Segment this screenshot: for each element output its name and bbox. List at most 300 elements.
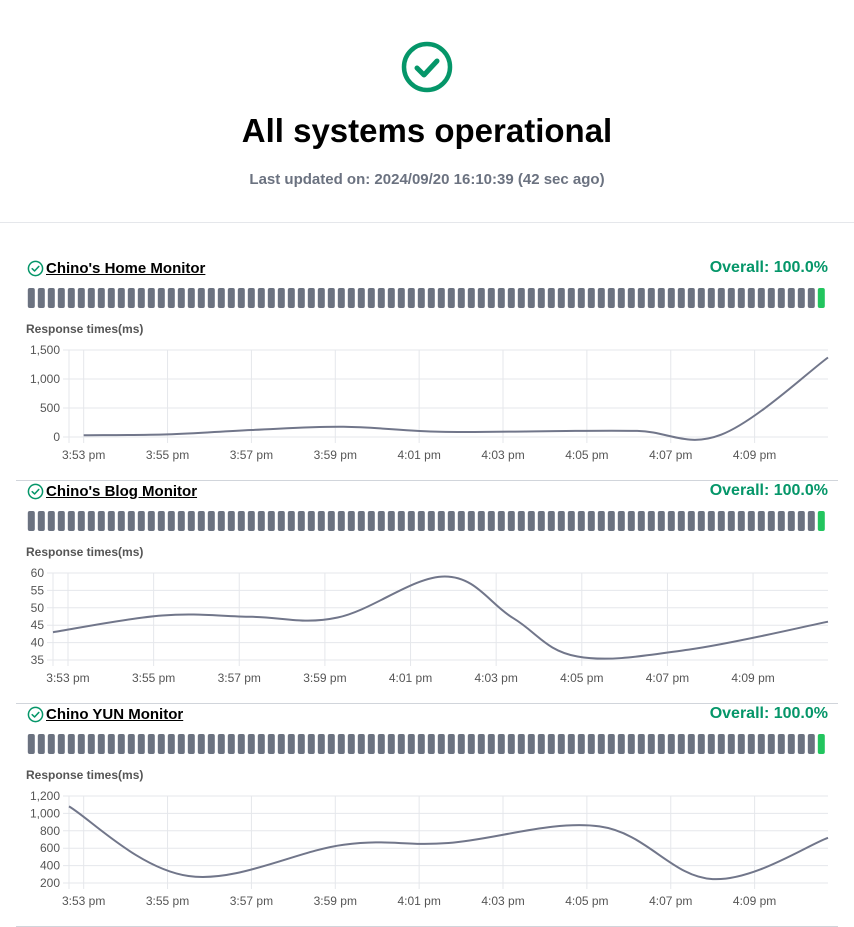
response-time-chart bbox=[16, 783, 838, 914]
status-bar bbox=[638, 511, 645, 531]
status-bar bbox=[318, 511, 325, 531]
status-bar bbox=[178, 734, 185, 754]
status-bar bbox=[628, 288, 635, 308]
y-tick-label: 60 bbox=[30, 566, 44, 580]
status-bar bbox=[188, 511, 195, 531]
status-bar bbox=[438, 734, 445, 754]
status-bar bbox=[58, 511, 65, 531]
status-bar bbox=[638, 288, 645, 308]
x-tick-label: 3:53 pm bbox=[61, 894, 106, 908]
status-bar bbox=[218, 511, 225, 531]
status-bar bbox=[528, 288, 535, 308]
status-bar bbox=[588, 734, 595, 754]
status-check-icon bbox=[401, 41, 453, 93]
monitor-link[interactable]: Chino's Blog Monitor bbox=[46, 482, 198, 500]
monitor-card bbox=[16, 703, 838, 927]
x-tick-label: 4:09 pm bbox=[732, 448, 777, 462]
status-bar bbox=[478, 734, 485, 754]
status-bar bbox=[498, 734, 505, 754]
status-bar bbox=[798, 511, 805, 531]
status-bar bbox=[548, 511, 555, 531]
status-bar bbox=[68, 734, 75, 754]
status-bar bbox=[668, 288, 675, 308]
x-tick-label: 4:09 pm bbox=[732, 894, 777, 908]
status-bar bbox=[278, 288, 285, 308]
status-bar bbox=[548, 734, 555, 754]
status-bar bbox=[568, 288, 575, 308]
status-bar bbox=[578, 511, 585, 531]
x-tick-label: 3:59 pm bbox=[303, 671, 347, 685]
status-bar bbox=[48, 288, 55, 308]
status-bar bbox=[98, 288, 105, 308]
status-bar bbox=[78, 734, 85, 754]
status-bar bbox=[718, 734, 725, 754]
status-bar bbox=[28, 288, 35, 308]
status-bar bbox=[678, 288, 685, 308]
x-tick-label: 3:57 pm bbox=[217, 671, 261, 685]
x-tick-label: 3:55 pm bbox=[145, 894, 190, 908]
status-bar bbox=[178, 288, 185, 308]
x-tick-label: 4:09 pm bbox=[731, 671, 775, 685]
status-bar bbox=[768, 288, 775, 308]
status-bar bbox=[658, 511, 665, 531]
status-bar bbox=[388, 734, 395, 754]
status-bar bbox=[88, 734, 95, 754]
y-tick-label: 55 bbox=[30, 583, 44, 598]
status-bar bbox=[358, 511, 365, 531]
status-bar bbox=[228, 511, 235, 531]
status-bar bbox=[648, 511, 655, 531]
status-bar bbox=[348, 734, 355, 754]
status-bar bbox=[368, 734, 375, 754]
status-bar bbox=[248, 511, 255, 531]
x-tick-label: 4:01 pm bbox=[397, 894, 441, 908]
status-bar bbox=[528, 734, 535, 754]
x-tick-label: 4:03 pm bbox=[481, 448, 525, 462]
status-bar bbox=[488, 288, 495, 308]
y-tick-label: 45 bbox=[30, 618, 44, 633]
status-bar bbox=[668, 734, 675, 754]
last-updated: Last updated on: 2024/09/20 16:10:39 (42 sec ago) bbox=[249, 171, 605, 188]
status-bar bbox=[488, 734, 495, 754]
monitor-title bbox=[27, 257, 205, 279]
status-bar bbox=[558, 511, 565, 531]
status-bar bbox=[38, 511, 45, 531]
status-bar bbox=[88, 511, 95, 531]
response-time-chart bbox=[16, 560, 838, 691]
status-bar bbox=[168, 511, 175, 531]
status-bar bbox=[28, 511, 35, 531]
status-bar bbox=[518, 288, 525, 308]
status-bar bbox=[198, 734, 205, 754]
response-times-label: Response times(ms) bbox=[26, 322, 144, 336]
monitor-card bbox=[16, 480, 838, 704]
status-bar bbox=[488, 511, 495, 531]
x-tick-label: 4:05 pm bbox=[560, 671, 604, 685]
status-bar bbox=[538, 734, 545, 754]
x-tick-label: 3:57 pm bbox=[229, 894, 274, 908]
status-bar bbox=[88, 288, 95, 308]
status-bar bbox=[518, 734, 525, 754]
status-bar bbox=[398, 734, 405, 754]
status-bar bbox=[778, 511, 785, 531]
status-bar bbox=[368, 288, 375, 308]
status-bar bbox=[628, 511, 635, 531]
status-bar bbox=[108, 288, 115, 308]
status-bar bbox=[128, 288, 135, 308]
status-bar bbox=[748, 288, 755, 308]
x-tick-label: 4:07 pm bbox=[649, 448, 693, 462]
status-bar bbox=[758, 511, 765, 531]
status-bar bbox=[568, 511, 575, 531]
status-bar bbox=[418, 734, 425, 754]
y-tick-label: 0 bbox=[53, 430, 60, 444]
status-bar bbox=[388, 288, 395, 308]
status-bar bbox=[208, 511, 215, 531]
status-bar bbox=[818, 511, 825, 531]
status-bar bbox=[208, 734, 215, 754]
status-bar bbox=[68, 288, 75, 308]
status-bar bbox=[548, 288, 555, 308]
status-bar bbox=[138, 511, 145, 531]
monitor-link[interactable]: Chino's Home Monitor bbox=[46, 259, 206, 277]
status-bar bbox=[678, 734, 685, 754]
status-bar bbox=[718, 288, 725, 308]
monitor-title bbox=[27, 703, 183, 725]
check-circle-icon bbox=[27, 706, 44, 723]
status-bar bbox=[148, 511, 155, 531]
status-bar bbox=[118, 511, 125, 531]
status-bar bbox=[638, 734, 645, 754]
status-bar bbox=[688, 511, 695, 531]
status-bar bbox=[178, 511, 185, 531]
y-tick-label: 50 bbox=[30, 600, 44, 615]
status-bar bbox=[238, 288, 245, 308]
status-bar bbox=[78, 288, 85, 308]
x-tick-label: 3:57 pm bbox=[229, 448, 274, 462]
status-bar bbox=[408, 734, 415, 754]
status-bar bbox=[508, 288, 515, 308]
status-bar bbox=[108, 734, 115, 754]
status-bar bbox=[228, 288, 235, 308]
status-bar bbox=[608, 511, 615, 531]
page-title: All systems operational bbox=[241, 112, 613, 149]
status-bar bbox=[798, 734, 805, 754]
status-bar bbox=[428, 734, 435, 754]
status-bar bbox=[308, 734, 315, 754]
status-bar bbox=[238, 511, 245, 531]
status-bar bbox=[728, 288, 735, 308]
x-tick-label: 3:59 pm bbox=[313, 448, 357, 462]
status-bar bbox=[728, 734, 735, 754]
monitor-link[interactable]: Chino YUN Monitor bbox=[46, 705, 184, 723]
status-bar bbox=[708, 734, 715, 754]
x-tick-label: 4:03 pm bbox=[481, 894, 525, 908]
status-bar bbox=[288, 734, 295, 754]
status-bar bbox=[648, 288, 655, 308]
status-bar bbox=[688, 288, 695, 308]
check-circle-icon bbox=[27, 483, 44, 500]
status-bar bbox=[588, 511, 595, 531]
status-bar bbox=[808, 288, 815, 308]
monitor-card bbox=[16, 257, 838, 481]
status-bar bbox=[778, 734, 785, 754]
status-bar bbox=[278, 511, 285, 531]
status-bar bbox=[118, 734, 125, 754]
status-bar bbox=[48, 511, 55, 531]
y-tick-label: 35 bbox=[30, 653, 44, 667]
x-tick-label: 3:53 pm bbox=[61, 448, 106, 462]
status-bar bbox=[268, 511, 275, 531]
status-bar bbox=[398, 511, 405, 531]
status-bar bbox=[738, 288, 745, 308]
status-bar bbox=[158, 511, 165, 531]
status-bar bbox=[758, 288, 765, 308]
status-bar bbox=[698, 288, 705, 308]
overall-uptime: Overall: 100.0% bbox=[709, 482, 828, 499]
status-bar bbox=[138, 734, 145, 754]
status-bar bbox=[558, 288, 565, 308]
status-bar bbox=[468, 511, 475, 531]
x-tick-label: 4:05 pm bbox=[565, 894, 609, 908]
status-bar bbox=[358, 288, 365, 308]
status-bar bbox=[38, 734, 45, 754]
status-bar bbox=[608, 288, 615, 308]
status-bar bbox=[98, 734, 105, 754]
status-bar bbox=[498, 511, 505, 531]
status-bar bbox=[518, 511, 525, 531]
status-bar bbox=[108, 511, 115, 531]
status-bar bbox=[348, 511, 355, 531]
status-bar bbox=[338, 734, 345, 754]
status-bar bbox=[248, 288, 255, 308]
status-bar bbox=[628, 734, 635, 754]
response-times-label: Response times(ms) bbox=[26, 768, 144, 782]
status-bar bbox=[438, 511, 445, 531]
status-bar bbox=[68, 511, 75, 531]
x-tick-label: 3:55 pm bbox=[145, 448, 190, 462]
status-bar bbox=[378, 511, 385, 531]
status-bar bbox=[458, 511, 465, 531]
status-bar bbox=[458, 288, 465, 308]
status-bar bbox=[238, 734, 245, 754]
status-bar bbox=[368, 511, 375, 531]
status-bar bbox=[668, 511, 675, 531]
status-bar bbox=[358, 734, 365, 754]
status-bar bbox=[298, 734, 305, 754]
status-bar bbox=[288, 511, 295, 531]
status-bar bbox=[788, 288, 795, 308]
status-bar bbox=[138, 288, 145, 308]
status-bar bbox=[468, 734, 475, 754]
check-circle-icon bbox=[27, 260, 44, 277]
status-bar bbox=[428, 288, 435, 308]
status-bar bbox=[128, 734, 135, 754]
status-bar bbox=[658, 288, 665, 308]
status-bar bbox=[338, 511, 345, 531]
status-bar bbox=[778, 288, 785, 308]
x-tick-label: 4:03 pm bbox=[474, 671, 518, 685]
status-bar bbox=[278, 734, 285, 754]
status-bar bbox=[708, 511, 715, 531]
status-bar bbox=[58, 734, 65, 754]
response-time-line bbox=[69, 806, 828, 879]
status-bar bbox=[328, 511, 335, 531]
status-bar bbox=[258, 511, 265, 531]
status-bar bbox=[348, 288, 355, 308]
status-bar bbox=[608, 734, 615, 754]
status-bar bbox=[78, 511, 85, 531]
status-bar bbox=[258, 288, 265, 308]
status-bar bbox=[168, 734, 175, 754]
y-tick-label: 800 bbox=[39, 823, 60, 838]
status-bar bbox=[808, 734, 815, 754]
status-bar bbox=[768, 511, 775, 531]
x-tick-label: 3:55 pm bbox=[131, 671, 176, 685]
status-bar bbox=[198, 288, 205, 308]
status-bar bbox=[378, 288, 385, 308]
status-bar bbox=[588, 288, 595, 308]
status-bar bbox=[48, 734, 55, 754]
status-bar bbox=[798, 288, 805, 308]
status-bar bbox=[428, 511, 435, 531]
status-bar bbox=[128, 511, 135, 531]
status-bar bbox=[818, 288, 825, 308]
status-bars bbox=[27, 288, 827, 308]
x-tick-label: 4:05 pm bbox=[565, 448, 609, 462]
y-tick-label: 400 bbox=[39, 858, 60, 873]
status-bars bbox=[27, 511, 827, 531]
status-bar bbox=[308, 511, 315, 531]
status-bar bbox=[298, 288, 305, 308]
y-tick-label: 1,000 bbox=[29, 806, 60, 821]
status-bar bbox=[618, 511, 625, 531]
x-tick-label: 4:01 pm bbox=[397, 448, 441, 462]
status-bar bbox=[768, 734, 775, 754]
status-bar bbox=[208, 288, 215, 308]
status-bar bbox=[788, 734, 795, 754]
status-bar bbox=[328, 288, 335, 308]
monitor-title bbox=[27, 480, 197, 502]
status-bar bbox=[808, 511, 815, 531]
status-bar bbox=[478, 511, 485, 531]
status-bar bbox=[508, 734, 515, 754]
response-time-line bbox=[84, 358, 828, 440]
x-tick-label: 4:07 pm bbox=[649, 894, 693, 908]
status-bar bbox=[148, 288, 155, 308]
y-tick-label: 200 bbox=[39, 876, 60, 890]
x-tick-label: 4:01 pm bbox=[388, 671, 433, 685]
status-bar bbox=[538, 288, 545, 308]
status-bar bbox=[188, 288, 195, 308]
status-bar bbox=[118, 288, 125, 308]
status-bar bbox=[318, 734, 325, 754]
status-bar bbox=[618, 288, 625, 308]
overall-uptime: Overall: 100.0% bbox=[709, 705, 828, 722]
status-bar bbox=[458, 734, 465, 754]
status-bar bbox=[738, 734, 745, 754]
response-times-label: Response times(ms) bbox=[26, 545, 144, 559]
status-bar bbox=[818, 734, 825, 754]
response-time-chart bbox=[16, 337, 838, 468]
status-bar bbox=[298, 511, 305, 531]
status-bars bbox=[27, 734, 827, 754]
status-bar bbox=[598, 734, 605, 754]
status-bar bbox=[158, 734, 165, 754]
status-bar bbox=[328, 734, 335, 754]
status-bar bbox=[288, 288, 295, 308]
status-bar bbox=[418, 511, 425, 531]
status-bar bbox=[198, 511, 205, 531]
overall-uptime: Overall: 100.0% bbox=[709, 259, 828, 276]
status-bar bbox=[418, 288, 425, 308]
status-bar bbox=[228, 734, 235, 754]
status-bar bbox=[438, 288, 445, 308]
status-bar bbox=[378, 734, 385, 754]
status-bar bbox=[598, 288, 605, 308]
y-tick-label: 40 bbox=[30, 635, 44, 650]
status-bar bbox=[658, 734, 665, 754]
status-bar bbox=[318, 288, 325, 308]
status-bar bbox=[718, 511, 725, 531]
status-bar bbox=[538, 511, 545, 531]
status-bar bbox=[598, 511, 605, 531]
status-bar bbox=[258, 734, 265, 754]
status-bar bbox=[448, 511, 455, 531]
y-tick-label: 600 bbox=[39, 841, 60, 856]
status-bar bbox=[408, 511, 415, 531]
status-bar bbox=[648, 734, 655, 754]
status-bar bbox=[388, 511, 395, 531]
status-bar bbox=[268, 288, 275, 308]
status-bar bbox=[158, 288, 165, 308]
status-bar bbox=[38, 288, 45, 308]
status-bar bbox=[218, 288, 225, 308]
status-bar bbox=[748, 734, 755, 754]
status-bar bbox=[58, 288, 65, 308]
status-bar bbox=[248, 734, 255, 754]
status-bar bbox=[448, 288, 455, 308]
y-tick-label: 500 bbox=[39, 401, 60, 415]
status-bar bbox=[558, 734, 565, 754]
y-tick-label: 1,200 bbox=[29, 789, 60, 803]
status-bar bbox=[308, 288, 315, 308]
status-bar bbox=[748, 511, 755, 531]
response-time-line bbox=[53, 576, 828, 658]
y-tick-label: 1,500 bbox=[29, 343, 60, 357]
status-bar bbox=[218, 734, 225, 754]
status-bar bbox=[168, 288, 175, 308]
status-bar bbox=[698, 734, 705, 754]
status-bar bbox=[568, 734, 575, 754]
status-bar bbox=[498, 288, 505, 308]
status-bar bbox=[398, 288, 405, 308]
status-bar bbox=[698, 511, 705, 531]
status-bar bbox=[338, 288, 345, 308]
status-bar bbox=[578, 288, 585, 308]
status-bar bbox=[98, 511, 105, 531]
status-bar bbox=[728, 511, 735, 531]
status-bar bbox=[468, 288, 475, 308]
status-bar bbox=[578, 734, 585, 754]
status-bar bbox=[678, 511, 685, 531]
status-bar bbox=[758, 734, 765, 754]
status-bar bbox=[148, 734, 155, 754]
status-bar bbox=[738, 511, 745, 531]
status-bar bbox=[788, 511, 795, 531]
status-bar bbox=[408, 288, 415, 308]
status-bar bbox=[478, 288, 485, 308]
